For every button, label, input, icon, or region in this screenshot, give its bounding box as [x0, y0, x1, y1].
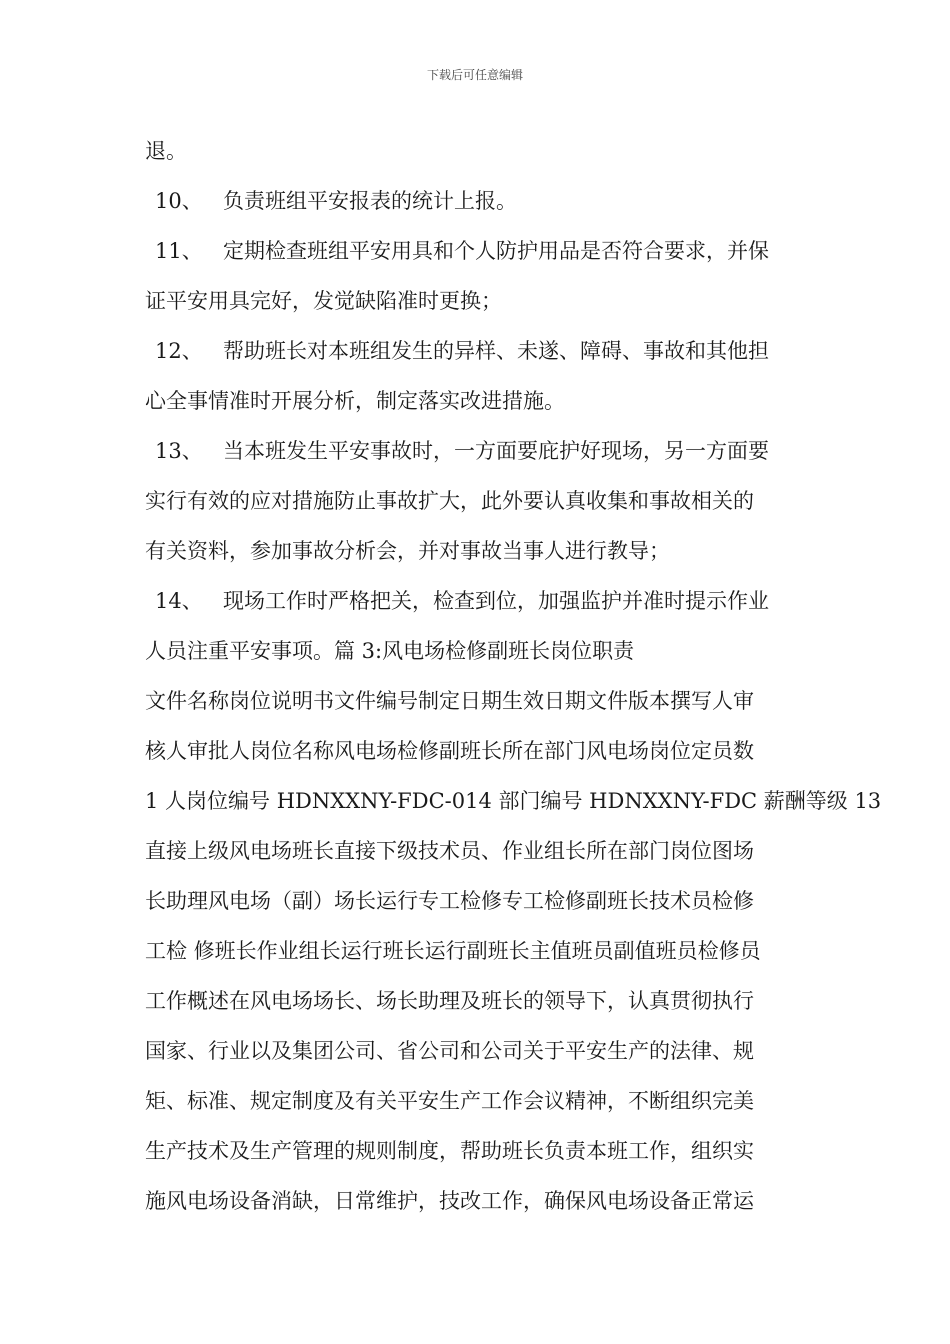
- text-line: [145, 826, 810, 876]
- line-text: 生产技术及生产管理的规则制度，帮助班长负责本班工作，组织实: [145, 1139, 754, 1163]
- line-text: 帮助班长对本班组发生的异样、未遂、障碍、事故和其他担: [223, 339, 769, 363]
- line-text: 直接上级风电场班长直接下级技术员、作业组长所在部门岗位图场: [145, 839, 754, 863]
- text-line: [145, 726, 810, 776]
- text-line: [145, 976, 810, 1026]
- text-line: [145, 426, 810, 476]
- text-line: [145, 1026, 810, 1076]
- text-line: [145, 226, 810, 276]
- page-header: 下载后可任意编辑: [426, 68, 523, 82]
- text-line: [145, 126, 810, 176]
- line-text: 当本班发生平安事故时，一方面要庇护好现场，另一方面要: [223, 439, 769, 463]
- text-line: [145, 1176, 810, 1226]
- line-text: 实行有效的应对措施防止事故扩大，此外要认真收集和事故相关的: [145, 489, 754, 513]
- item-number: 12、: [155, 339, 203, 363]
- line-text: 人员注重平安事项。篇 3:风电场检修副班长岗位职责: [145, 639, 635, 663]
- text-line: [145, 876, 810, 926]
- line-text: 定期检查班组平安用具和个人防护用品是否符合要求，并保: [223, 239, 769, 263]
- line-text: 工作概述在风电场场长、场长助理及班长的领导下，认真贯彻执行: [145, 989, 754, 1013]
- line-text: 文件名称岗位说明书文件编号制定日期生效日期文件版本撰写人审: [145, 689, 754, 713]
- item-number: 10、: [155, 189, 203, 213]
- line-text: 长助理风电场（副）场长运行专工检修专工检修副班长技术员检修: [145, 889, 754, 913]
- text-line: [145, 576, 810, 626]
- text-line: [145, 526, 810, 576]
- line-text: 退。: [145, 139, 187, 163]
- line-text: 矩、标准、规定制度及有关平安生产工作会议精神，不断组织完美: [145, 1089, 754, 1113]
- text-line: [145, 476, 810, 526]
- item-number: 14、: [155, 589, 203, 613]
- line-text: 证平安用具完好，发觉缺陷准时更换；: [145, 289, 502, 313]
- line-text: 现场工作时严格把关，检查到位，加强监护并准时提示作业: [223, 589, 769, 613]
- text-line: [145, 276, 810, 326]
- text-line: [145, 676, 810, 726]
- text-line: [145, 926, 810, 976]
- line-text: 核人审批人岗位名称风电场检修副班长所在部门风电场岗位定员数: [145, 739, 754, 763]
- document-body: [145, 126, 882, 1226]
- item-number: 13、: [155, 439, 203, 463]
- text-line: [145, 626, 810, 676]
- text-line: [145, 326, 810, 376]
- line-text: 工检 修班长作业组长运行班长运行副班长主值班员副值班员检修员: [145, 939, 761, 963]
- text-line: [145, 1126, 810, 1176]
- text-line: [145, 776, 882, 826]
- text-line: [145, 376, 810, 426]
- text-line: [145, 176, 810, 226]
- line-text: 1 人岗位编号 HDNXXNY-FDC-014 部门编号 HDNXXNY-FDC 薪酬等级 13: [145, 789, 882, 813]
- text-line: [145, 1076, 810, 1126]
- line-text: 心全事情准时开展分析，制定落实改进措施。: [145, 389, 565, 413]
- item-number: 11、: [155, 239, 203, 263]
- line-text: 施风电场设备消缺，日常维护，技改工作，确保风电场设备正常运: [145, 1189, 754, 1213]
- line-text: 有关资料，参加事故分析会，并对事故当事人进行教导；: [145, 539, 670, 563]
- line-text: 负责班组平安报表的统计上报。: [223, 189, 517, 213]
- line-text: 国家、行业以及集团公司、省公司和公司关于平安生产的法律、规: [145, 1039, 754, 1063]
